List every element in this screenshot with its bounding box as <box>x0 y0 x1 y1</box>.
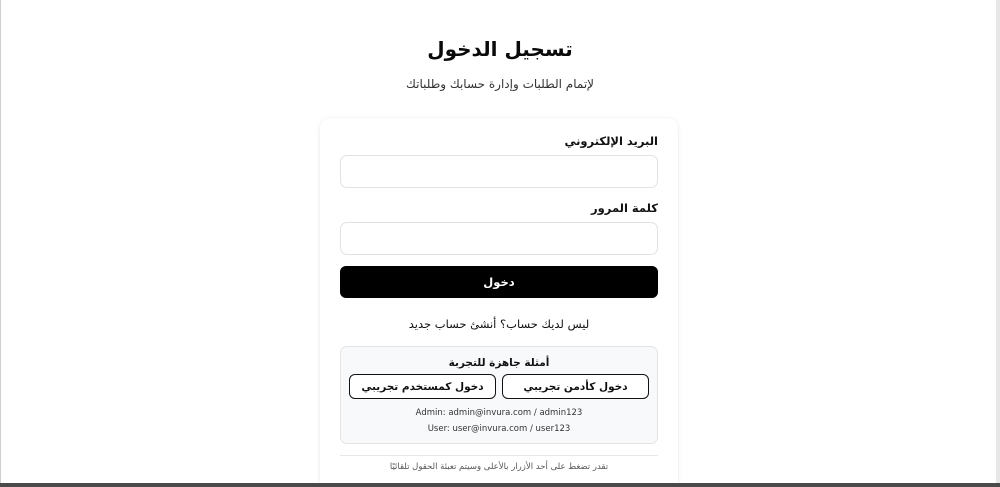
demo-user-button[interactable]: دخول كمستخدم تجريبي <box>349 374 496 399</box>
page-header <box>0 34 1000 92</box>
signup-link[interactable]: أنشئ حساب جديد <box>408 317 497 331</box>
demo-accounts-box <box>340 346 658 444</box>
demo-admin-button[interactable]: دخول كأدمن تجريبي <box>502 374 649 399</box>
password-label: كلمة المرور <box>591 201 658 215</box>
login-card <box>320 118 678 487</box>
email-label: البريد الإلكتروني <box>564 134 658 148</box>
signup-prompt <box>340 316 658 332</box>
password-field-group <box>340 201 658 255</box>
admin-credentials: Admin: admin@invura.com / admin123 <box>415 408 583 418</box>
demo-accounts-title: أمثلة جاهزة للتجربة <box>448 357 550 369</box>
signup-question: ليس لديك حساب؟ <box>500 317 590 331</box>
password-field[interactable] <box>340 222 658 255</box>
email-field-group <box>340 134 658 188</box>
divider <box>340 455 658 456</box>
page-title: تسجيل الدخول <box>427 37 573 61</box>
demo-buttons-row <box>349 374 649 399</box>
page-subtitle: لإتمام الطلبات وإدارة حسابك وطلباتك <box>405 77 594 91</box>
email-field[interactable] <box>340 155 658 188</box>
autofill-hint: تقدر تضغط على أحد الأزرار بالأعلى وسيتم تعبئة الحقول تلقائيًا <box>389 462 609 472</box>
window-bottom-edge <box>0 483 1000 487</box>
user-credentials: User: user@invura.com / user123 <box>427 424 571 434</box>
login-button[interactable]: دخول <box>340 266 658 298</box>
login-form <box>340 134 658 298</box>
